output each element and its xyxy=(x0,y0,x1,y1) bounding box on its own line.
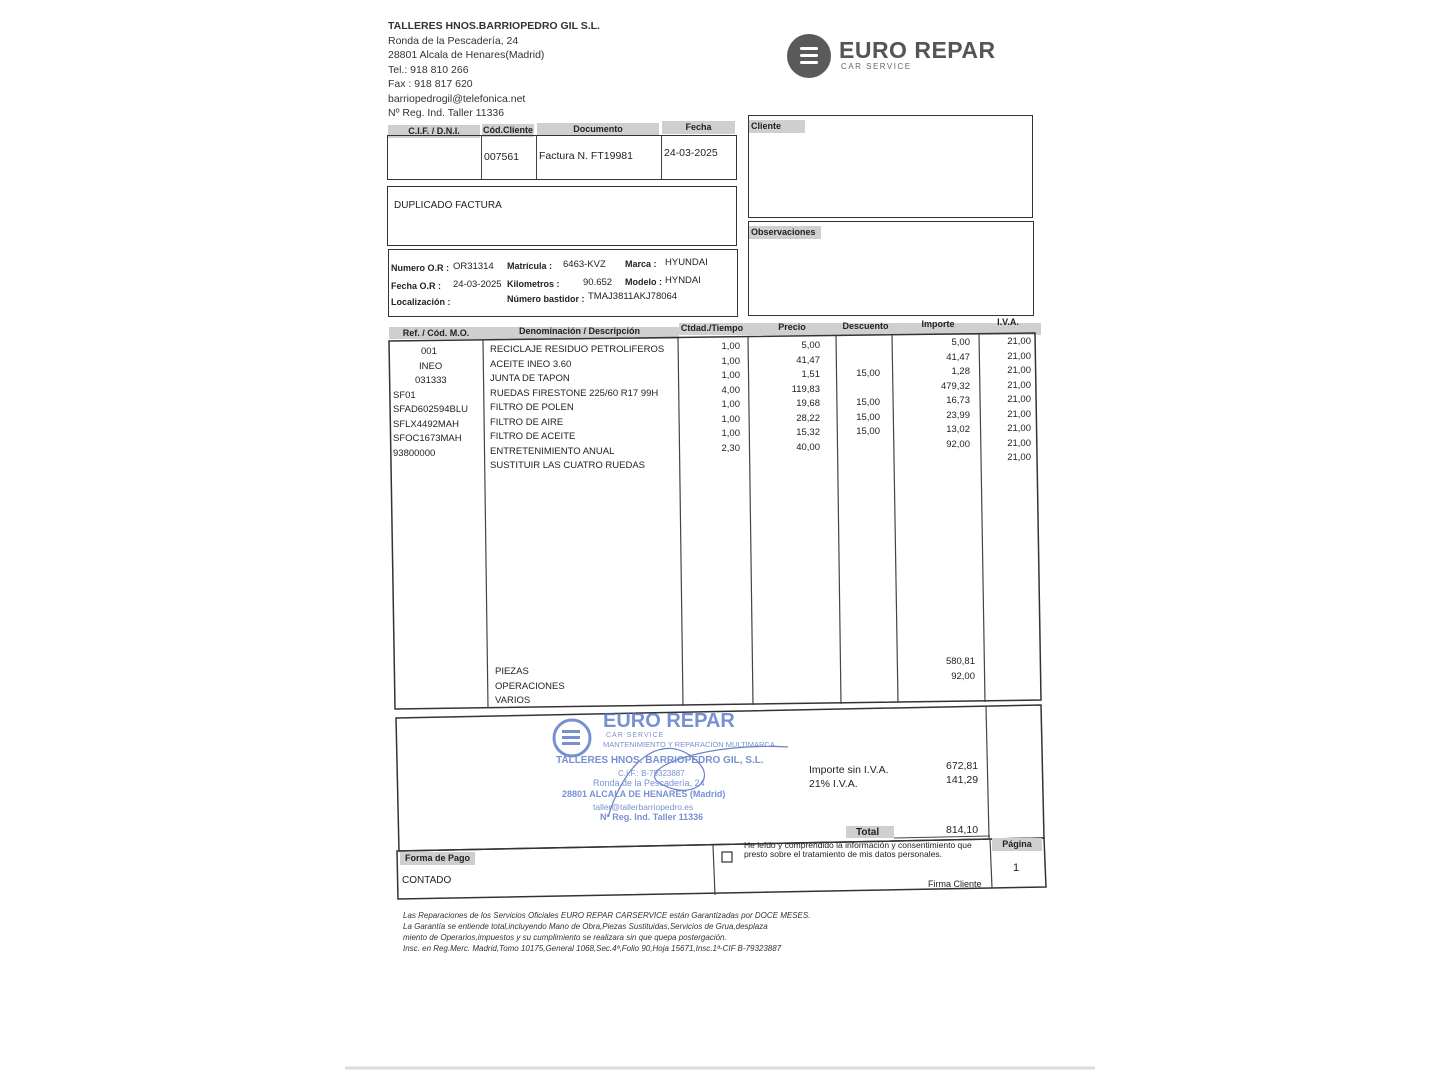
total-label: Total xyxy=(856,827,880,838)
importe-column xyxy=(920,336,970,452)
stamp-line5: 28801 ALCALA DE HENARES (Madrid) xyxy=(562,789,726,799)
company-name: TALLERES HNOS.BARRIOPEDRO GIL S.L. xyxy=(388,20,600,32)
firma-cliente-label: Firma Cliente xyxy=(928,879,982,889)
bastidor-label: Número bastidor : xyxy=(507,294,585,304)
footer-line3: miento de Operarios,impuestos y su cumplimiento se realizara sin que quepa postergación. xyxy=(403,933,727,942)
company-stamp xyxy=(548,712,798,827)
iva-label: 21% I.V.A. xyxy=(809,778,858,790)
summary-piezas-value: 580,81 xyxy=(945,656,975,667)
iva-cell: 21,00 xyxy=(1007,350,1031,362)
cliente-label: Cliente xyxy=(749,120,805,133)
km-value: 90.652 xyxy=(583,277,613,288)
desc-cell: RECICLAJE RESIDUO PETROLIFEROS xyxy=(490,344,665,355)
qty-cell: 1,00 xyxy=(721,399,740,410)
footer-line2: La Garantía se entiende total,incluyendo Mano de Obra,Piezas Sustituidas,Servicios de Grua,desplaza xyxy=(403,922,768,931)
numero-or-label: Numero O.R : xyxy=(391,263,450,273)
iva-cell: 21,00 xyxy=(1007,452,1031,463)
iva-cell: 21,00 xyxy=(1007,437,1031,449)
amount-cell: 92,00 xyxy=(946,438,970,450)
desc-cell: SUSTITUIR LAS CUATRO RUEDAS xyxy=(490,460,646,471)
ref-cell: 001 xyxy=(421,346,437,357)
discount-cell xyxy=(840,353,880,368)
header-codcliente-label: Cód.Cliente xyxy=(482,125,533,135)
desc-cell: ENTRETENIMIENTO ANUAL xyxy=(490,445,615,457)
stamp-sub: CAR SERVICE xyxy=(606,732,665,739)
footer-line1: Las Reparaciones de los Servicios Oficiales EURO REPAR CARSERVICE están Garantizadas por DOCE MESES. xyxy=(403,911,811,920)
base-value: 672,81 xyxy=(946,760,979,772)
iva-cell: 21,00 xyxy=(1007,336,1031,347)
company-tel: Tel.: 918 810 266 xyxy=(388,63,469,76)
price-cell: 1,51 xyxy=(801,369,820,380)
logo-brand: EURO REPAR xyxy=(839,37,996,63)
duplicado-text: DUPLICADO FACTURA xyxy=(394,200,502,211)
descriptions-column xyxy=(490,343,664,474)
matricula-label: Matrícula : xyxy=(507,261,553,271)
header-documento-label: Documento xyxy=(537,123,659,136)
summary-varios-label: VARIOS xyxy=(495,695,531,706)
th-cantidad: Ctdad./Tiempo xyxy=(680,323,744,333)
observaciones-label: Observaciones xyxy=(749,226,821,239)
amount-cell: 41,47 xyxy=(946,351,970,363)
iva-cell: 21,00 xyxy=(1007,394,1031,405)
iva-cell: 21,00 xyxy=(1007,379,1031,391)
desc-cell: RUEDAS FIRESTONE 225/60 R17 99H xyxy=(490,387,659,399)
qty-cell: 1,00 xyxy=(721,370,740,381)
ref-cell: INEO xyxy=(419,360,443,372)
iva-cell: 21,00 xyxy=(1007,365,1031,376)
company-address2: 28801 Alcala de Henares(Madrid) xyxy=(388,49,545,61)
amount-cell: 479,32 xyxy=(940,380,970,392)
fecha-value: 24-03-2025 xyxy=(664,147,718,159)
amount-cell: 13,02 xyxy=(946,424,970,435)
header-cif-label: C.I.F. / D.N.I. xyxy=(388,125,480,138)
price-cell: 28,22 xyxy=(796,412,820,424)
discount-cell xyxy=(840,338,880,353)
th-ref: Ref. / Cód. M.O. xyxy=(402,328,470,338)
price-cell: 41,47 xyxy=(796,354,820,366)
qty-cell: 1,00 xyxy=(721,413,740,425)
amount-cell: 23,99 xyxy=(946,409,970,421)
precio-column xyxy=(770,339,820,455)
ref-cell: SFAD602594BLU xyxy=(393,404,468,415)
ref-cell: SFLX4492MAH xyxy=(393,418,460,430)
ref-cell: 93800000 xyxy=(393,447,436,459)
price-cell: 15,32 xyxy=(796,427,820,438)
amount-cell: 1,28 xyxy=(951,366,970,377)
stamp-line7: Nº Reg. Ind. Taller 11336 xyxy=(600,812,704,822)
localizacion-label: Localización : xyxy=(391,297,451,307)
qty-cell: 4,00 xyxy=(721,384,740,396)
discount-cell xyxy=(840,382,880,397)
desc-cell: FILTRO DE POLEN xyxy=(490,402,574,413)
refs-column xyxy=(393,345,468,461)
iva-column xyxy=(995,335,1031,466)
company-address1: Ronda de la Pescadería, 24 xyxy=(388,34,519,47)
discount-cell: 15,00 xyxy=(856,368,880,379)
price-cell: 40,00 xyxy=(796,441,820,453)
pagina-value: 1 xyxy=(1013,862,1020,874)
summary-values xyxy=(925,655,975,684)
consent-text: He leído y comprendido la información y consentimiento que presto sobre el tratamiento de mis datos personales. xyxy=(744,840,972,859)
summary-labels xyxy=(495,665,565,709)
iva-value: 141,29 xyxy=(946,774,979,786)
desc-cell: FILTRO DE ACEITE xyxy=(490,431,576,442)
modelo-label: Modelo : xyxy=(625,277,662,287)
desc-cell: FILTRO DE AIRE xyxy=(490,416,564,428)
desc-cell: ACEITE INEO 3.60 xyxy=(490,358,572,370)
header-fecha-label: Fecha xyxy=(662,121,735,134)
footer-notes xyxy=(403,910,823,954)
marca-label: Marca : xyxy=(625,259,657,269)
qty-cell: 2,30 xyxy=(721,442,740,454)
stamp-line2: TALLERES HNOS. BARRIOPEDRO GIL, S.L. xyxy=(556,755,764,766)
stamp-line1: MANTENIMIENTO Y REPARACION MULTIMARCA xyxy=(603,740,775,749)
price-cell: 119,83 xyxy=(791,383,820,395)
ref-cell: SFOC1673MAH xyxy=(393,433,462,444)
km-label: Kilometros : xyxy=(507,279,560,289)
stamp-line6: taller@tallerbarriopedro.es xyxy=(593,802,694,812)
ref-cell: SF01 xyxy=(393,389,416,401)
fecha-or-label: Fecha O.R : xyxy=(391,281,442,291)
price-cell: 19,68 xyxy=(796,398,820,409)
company-fax: Fax : 918 817 620 xyxy=(388,78,473,90)
documento-value: Factura N. FT19981 xyxy=(539,150,633,162)
discount-cell xyxy=(840,440,880,455)
amount-cell: 16,73 xyxy=(946,395,970,406)
consent-checkbox xyxy=(722,852,732,862)
forma-pago-label: Forma de Pago xyxy=(400,852,475,865)
company-email: barriopedrogil@telefonica.net xyxy=(388,92,526,105)
logo-sub: CAR SERVICE xyxy=(841,62,912,71)
ref-cell: 031333 xyxy=(415,375,447,386)
iva-cell: 21,00 xyxy=(1007,408,1031,420)
bastidor-value: TMAJ3811AKJ78064 xyxy=(588,291,678,302)
discount-cell: 15,00 xyxy=(856,397,880,408)
discount-cell: 15,00 xyxy=(856,411,880,423)
footer-line4: Insc. en Reg.Merc. Madrid,Tomo 10175,General 1068,Sec.4ª,Folio 90,Hoja 15671,Insc.1ª-CIF B-79323887 xyxy=(403,944,782,953)
th-iva: I.V.A. xyxy=(997,317,1019,327)
summary-operaciones-value: 92,00 xyxy=(951,670,975,682)
fecha-or-value: 24-03-2025 xyxy=(453,279,502,290)
cod-cliente-value: 007561 xyxy=(484,151,520,163)
numero-or-value: OR31314 xyxy=(453,261,494,272)
qty-cell: 1,00 xyxy=(721,428,740,439)
desc-cell: JUNTA DE TAPON xyxy=(490,373,570,384)
th-descuento: Descuento xyxy=(842,321,889,331)
modelo-value: HYNDAI xyxy=(665,275,701,286)
qty-cell: 1,00 xyxy=(721,355,740,367)
discount-cell: 15,00 xyxy=(856,426,880,437)
stamp-line3: C.I.F.: B-79323887 xyxy=(618,769,685,778)
amount-cell: 5,00 xyxy=(951,337,970,348)
descuento-column xyxy=(840,338,880,454)
iva-cell: 21,00 xyxy=(1007,423,1031,434)
price-cell: 5,00 xyxy=(801,340,820,351)
company-reg: Nº Reg. Ind. Taller 11336 xyxy=(388,107,505,119)
base-label: Importe sin I.V.A. xyxy=(809,764,889,776)
summary-operaciones-label: OPERACIONES xyxy=(495,680,565,692)
pagina-label: Página xyxy=(992,838,1042,851)
th-descripcion: Denominación / Descripción xyxy=(518,326,641,336)
cantidad-column xyxy=(700,340,740,456)
stamp-brand: EURO REPAR xyxy=(603,710,735,732)
matricula-value: 6463-KVZ xyxy=(563,259,606,270)
qty-cell: 1,00 xyxy=(721,341,740,352)
th-importe: Importe xyxy=(921,319,955,329)
summary-piezas-label: PIEZAS xyxy=(495,666,529,677)
total-value: 814,10 xyxy=(946,824,979,836)
marca-value: HYUNDAI xyxy=(665,257,708,268)
forma-pago-value: CONTADO xyxy=(402,875,452,886)
th-precio: Precio xyxy=(778,322,806,332)
stamp-line4: Ronda de la Pescadería, 24 xyxy=(593,778,705,788)
